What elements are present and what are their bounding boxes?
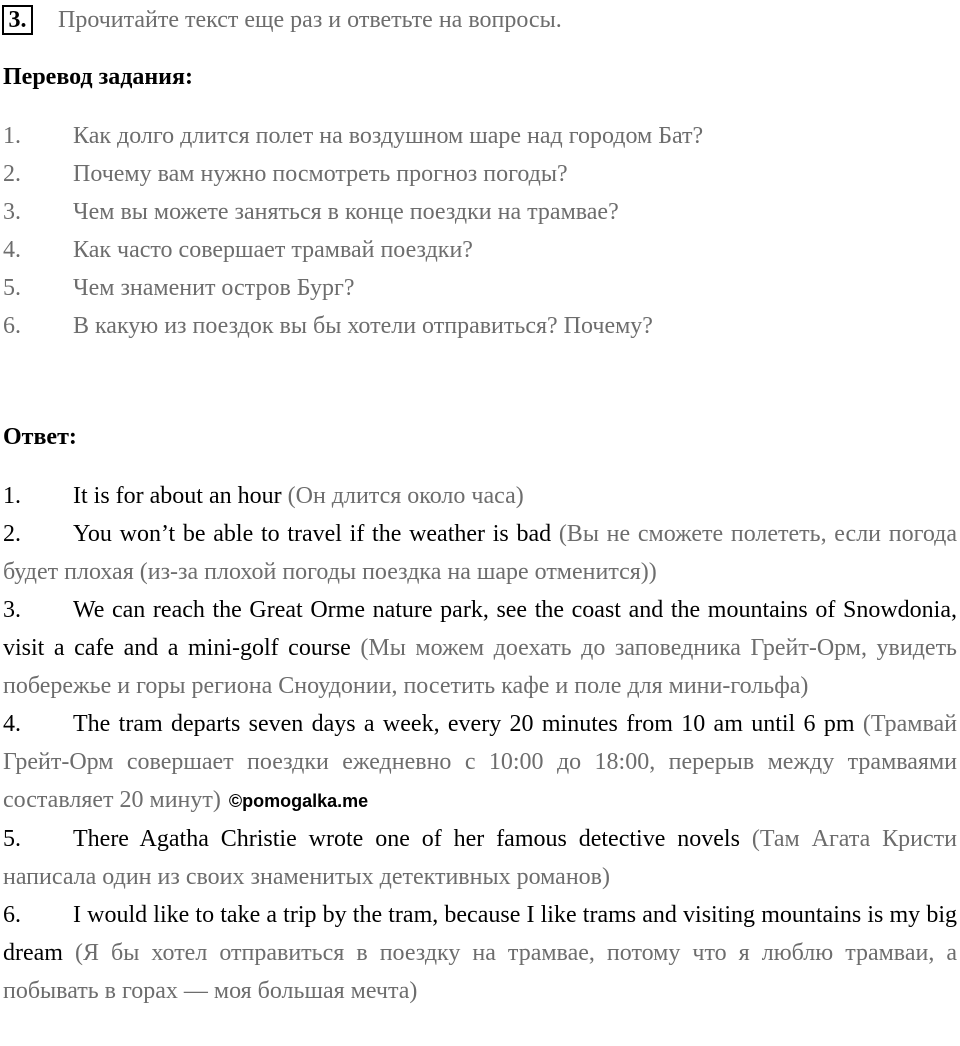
question-list (0, 117, 960, 345)
item-number: 6. (3, 313, 21, 339)
answer-list (0, 477, 957, 1010)
item-number: 2. (3, 161, 21, 187)
answer-english: There Agatha Christie wrote one of her famous detective novels (73, 826, 740, 852)
answer-english: It is for about an hour (73, 483, 282, 509)
answer-english: I would like to take a trip by the tram, because I like trams and visiting mountains is my big dream (3, 902, 957, 966)
item-number: 4. (3, 711, 21, 737)
item-number: 1. (3, 123, 21, 149)
answer-english: The tram departs seven days a week, every 20 minutes from 10 am until 6 pm (73, 711, 855, 737)
answer-russian: (Там Агата Кристи написала один из своих знаменитых детективных романов) (3, 826, 958, 890)
answer-item (0, 477, 957, 515)
task-instruction: Прочитайте текст еще раз и ответьте на вопросы. (58, 6, 562, 33)
answer-item (0, 705, 957, 820)
item-number: 6. (3, 902, 21, 928)
answer-item (0, 820, 957, 896)
list-item (0, 155, 960, 193)
list-item (0, 117, 960, 155)
question-text: Как часто совершает трамвай поездки? (73, 237, 473, 263)
list-item (0, 231, 960, 269)
question-text: Почему вам нужно посмотреть прогноз погоды? (73, 161, 568, 187)
item-number: 1. (3, 483, 21, 509)
item-number: 4. (3, 237, 21, 263)
item-number: 3. (3, 597, 21, 623)
answer-russian: (Он длится около часа) (287, 483, 524, 509)
question-text: В какую из поездок вы бы хотели отправиться? Почему? (73, 313, 653, 339)
answer-english: We can reach the Great Orme nature park, see the coast and the mountains of Snowdonia, visit a cafe and a mini-golf course (3, 597, 957, 661)
task-header (0, 2, 562, 38)
answer-russian: (Вы не сможете полететь, если погода будет плохая (из-за плохой погоды поездка на шаре отменится)) (3, 521, 957, 585)
question-text: Как долго длится полет на воздушном шаре над городом Бат? (73, 123, 704, 149)
list-item (0, 193, 960, 231)
question-text: Чем знаменит остров Бург? (73, 275, 355, 301)
translation-heading: Перевод задания: (3, 64, 193, 90)
answer-russian: (Я бы хотел отправиться в поездку на трамвае, потому что я люблю трамваи, а побывать в горах — моя большая мечта) (3, 940, 958, 1004)
answer-russian: (Трамвай Грейт-Орм совершает поездки ежедневно с 10:00 до 18:00, перерыв между трамваями составляет 20 минут) (3, 711, 957, 813)
answer-item (0, 896, 957, 1010)
item-number: 5. (3, 275, 21, 301)
item-number: 2. (3, 521, 21, 547)
list-item (0, 269, 960, 307)
answer-heading: Ответ: (3, 424, 77, 450)
item-number: 5. (3, 826, 21, 852)
answer-item (0, 591, 957, 705)
list-item (0, 307, 960, 345)
task-number-box: 3. (2, 5, 33, 35)
answer-item (0, 515, 957, 591)
item-number: 3. (3, 199, 21, 225)
answer-russian: (Мы можем доехать до заповедника Грейт-Орм, увидеть побережье и горы региона Сноудонии, посетить кафе и поле для мини-гольфа) (3, 635, 958, 699)
answer-english: You won’t be able to travel if the weather is bad (73, 521, 552, 547)
watermark: ©pomogalka.me (228, 791, 369, 811)
question-text: Чем вы можете заняться в конце поездки на трамвае? (73, 199, 619, 225)
